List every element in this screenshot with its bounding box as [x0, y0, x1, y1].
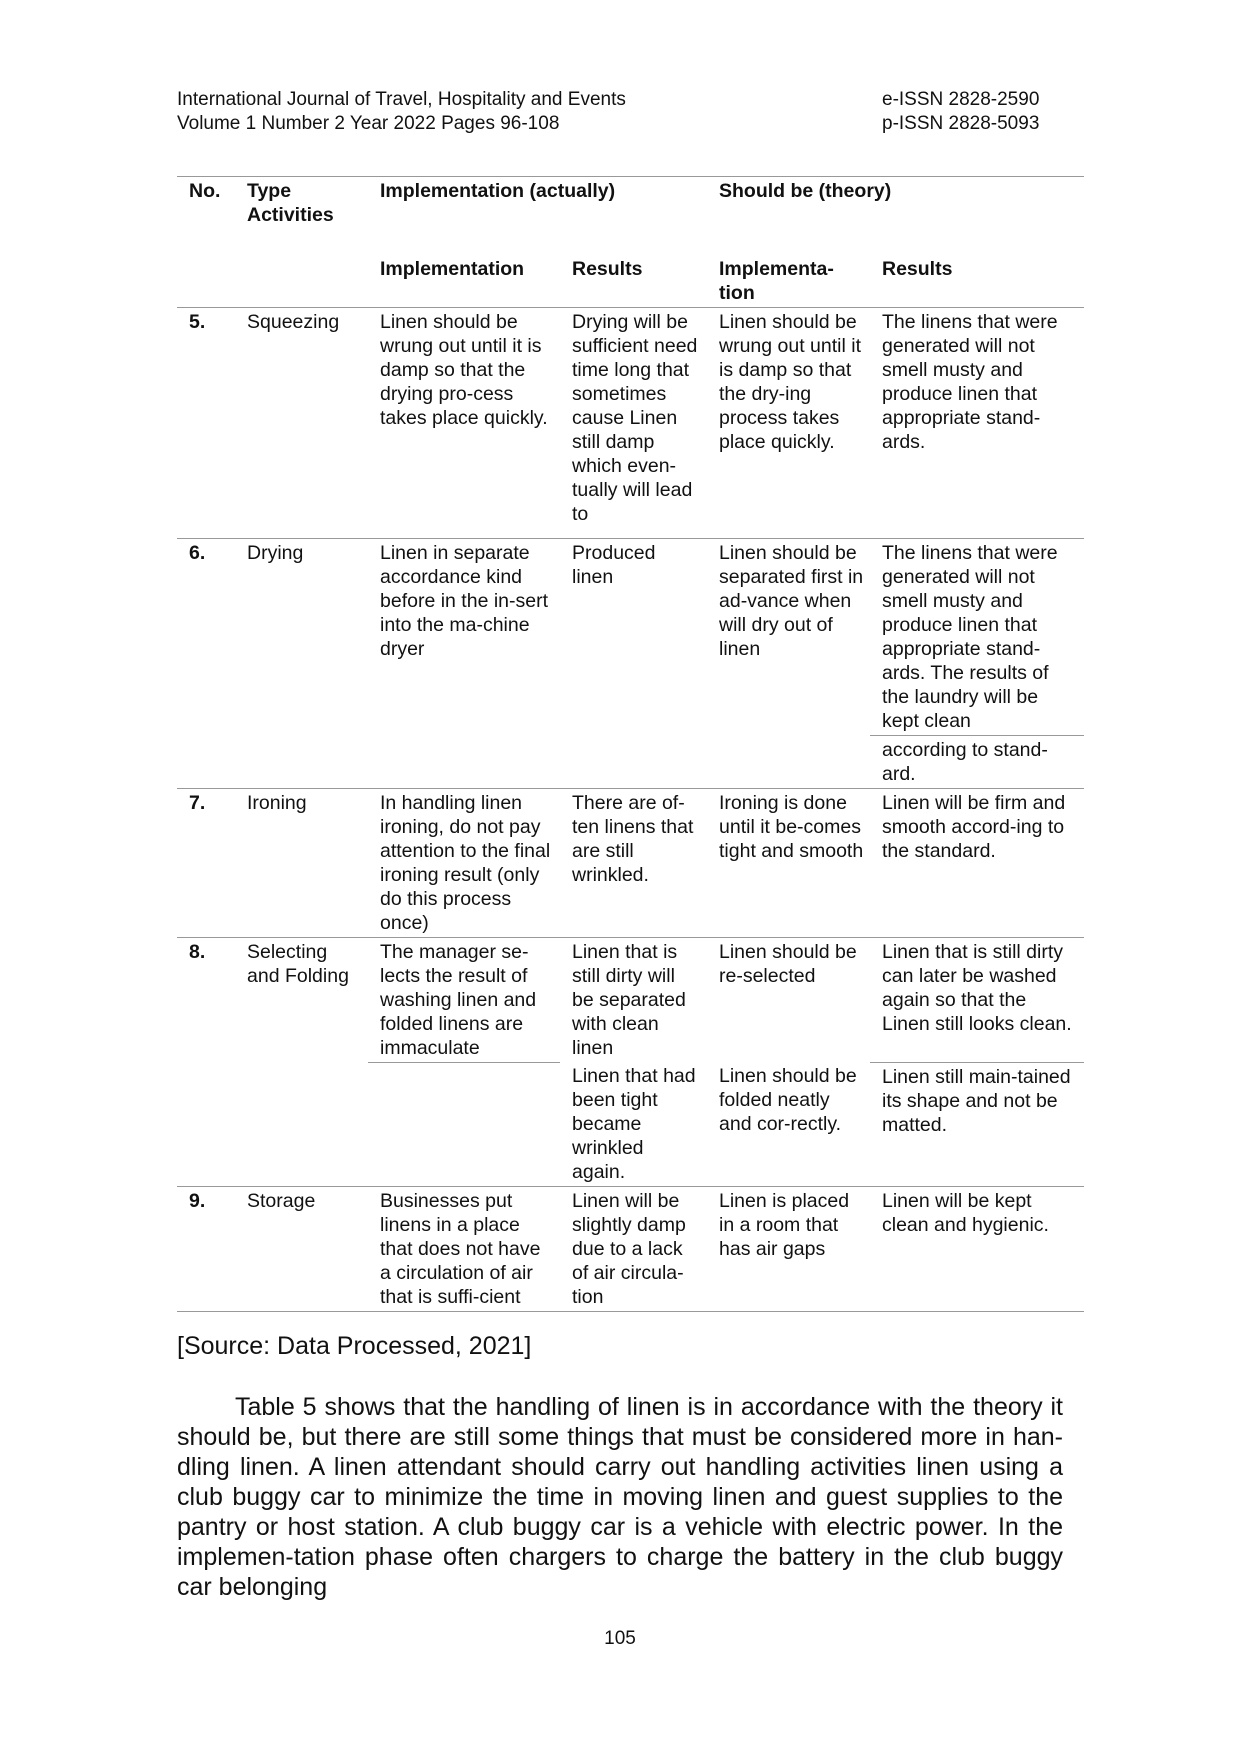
row-results: Produced linen — [560, 538, 707, 788]
journal-title: International Journal of Travel, Hospitality and Events — [177, 89, 626, 110]
table-row — [177, 538, 1084, 735]
row-results: Linen will be slightly damp due to a lack of air circula-tion — [560, 1187, 707, 1312]
row-implementation-theory: Linen should be separated first in ad-vance when will dry out of linen — [707, 538, 870, 788]
row-type: Storage — [235, 1187, 368, 1312]
row-implementation: Linen should be wrung out until it is damp so that the drying pro-cess takes place quickly. — [368, 308, 560, 529]
row-implementation-theory: Ironing is done until it be-comes tight and smooth — [707, 788, 870, 937]
row-implementation: Linen in separate accordance kind before in the in-sert into the ma-chine dryer — [368, 538, 560, 788]
row-number: 9. — [177, 1187, 235, 1312]
row-implementation-theory: Linen is placed in a room that has air gaps — [707, 1187, 870, 1312]
table-source: [Source: Data Processed, 2021] — [177, 1332, 532, 1360]
header-type: Type Activities — [235, 177, 368, 230]
row-implementation-theory: Linen should be wrung out until it is damp so that the dry-ing process takes place quickly. — [707, 308, 870, 529]
row-type: Ironing — [235, 788, 368, 937]
row-results-theory: Linen will be kept clean and hygienic. — [870, 1187, 1084, 1312]
body-paragraph — [177, 1392, 1063, 1602]
linen-handling-table — [177, 176, 1084, 1312]
row-type: Squeezing — [235, 308, 368, 529]
page-number: 105 — [604, 1628, 636, 1649]
paragraph-text: Table 5 shows that the handling of linen is in accordance with the theory it should be, but there are still some things that must be considered more in han-dling linen. A linen attendant should carry out handling activities linen using a club buggy car to minimize the time in moving linen and guest supplies to the pantry or host station. A club buggy car is a vehicle with electric power. In the implemen-tation phase often chargers to charge the battery in the club buggy car belonging — [177, 1393, 1063, 1601]
row-results-theory: Linen still main-tained its shape and not be matted. — [870, 1062, 1084, 1187]
row-implementation-theory: Linen should be re-selected — [707, 937, 870, 1062]
subheader-implementation-theory: Implementa-tion — [719, 258, 834, 304]
table-row — [177, 788, 1084, 937]
row-type: Selecting and Folding — [235, 937, 368, 1187]
table-row — [177, 1187, 1084, 1312]
row-implementation: The manager se-lects the result of washing linen and folded linens are immaculate — [368, 937, 560, 1062]
row-implementation: In handling linen ironing, do not pay attention to the final ironing result (only do this process once) — [368, 788, 560, 937]
header-should-be: Should be (theory) — [707, 177, 1084, 230]
row-implementation: Businesses put linens in a place that does not have a circulation of air that is suffi-cient — [368, 1187, 560, 1312]
row-implementation-theory: Linen should be folded neatly and cor-rectly. — [719, 1065, 857, 1135]
subheader-results: Results — [572, 258, 643, 280]
header-right — [882, 88, 1052, 136]
table-header-row — [177, 177, 1084, 230]
row-results-theory: Linen that is still dirty can later be washed again so that the Linen still looks clean. — [870, 937, 1084, 1062]
volume-info: Volume 1 Number 2 Year 2022 Pages 96-108 — [177, 113, 560, 134]
row-number: 8. — [177, 937, 235, 1187]
subheader-results-theory: Results — [882, 258, 953, 280]
row-results: There are of-ten linens that are still wrinkled. — [560, 788, 707, 937]
row-number: 6. — [177, 538, 235, 788]
row-results-theory: The linens that were generated will not smell musty and produce linen that appropriate stand-ards. The results of the laundry will be kept clean — [870, 538, 1084, 735]
row-number: 7. — [177, 788, 235, 937]
row-results: Linen that is still dirty will be separated with clean linen — [560, 937, 707, 1062]
row-results-theory: Linen will be firm and smooth accord-ing to the standard. — [870, 788, 1084, 937]
subheader-implementation: Implementation — [380, 258, 525, 280]
row-number: 5. — [177, 308, 235, 529]
table-subheader-row — [177, 229, 1084, 308]
header-impl-actual: Implementation (actually) — [368, 177, 707, 230]
header-no: No. — [177, 177, 235, 230]
row-type: Drying — [235, 538, 368, 788]
header-left — [177, 88, 626, 136]
table-row — [177, 308, 1084, 529]
pissn: p-ISSN 2828-5093 — [882, 113, 1040, 134]
table-row — [177, 937, 1084, 1062]
row-implementation-empty — [368, 1062, 560, 1187]
row-results-theory-continued: according to stand-ard. — [870, 735, 1084, 788]
eissn: e-ISSN 2828-2590 — [882, 89, 1040, 110]
row-results-theory: The linens that were generated will not smell musty and produce linen that appropriate stand-ards. — [870, 308, 1084, 529]
row-results: Drying will be sufficient need time long that sometimes cause Linen still damp which even-tually will lead to — [560, 308, 707, 529]
row-results: Linen that had been tight became wrinkled again. — [572, 1065, 696, 1183]
